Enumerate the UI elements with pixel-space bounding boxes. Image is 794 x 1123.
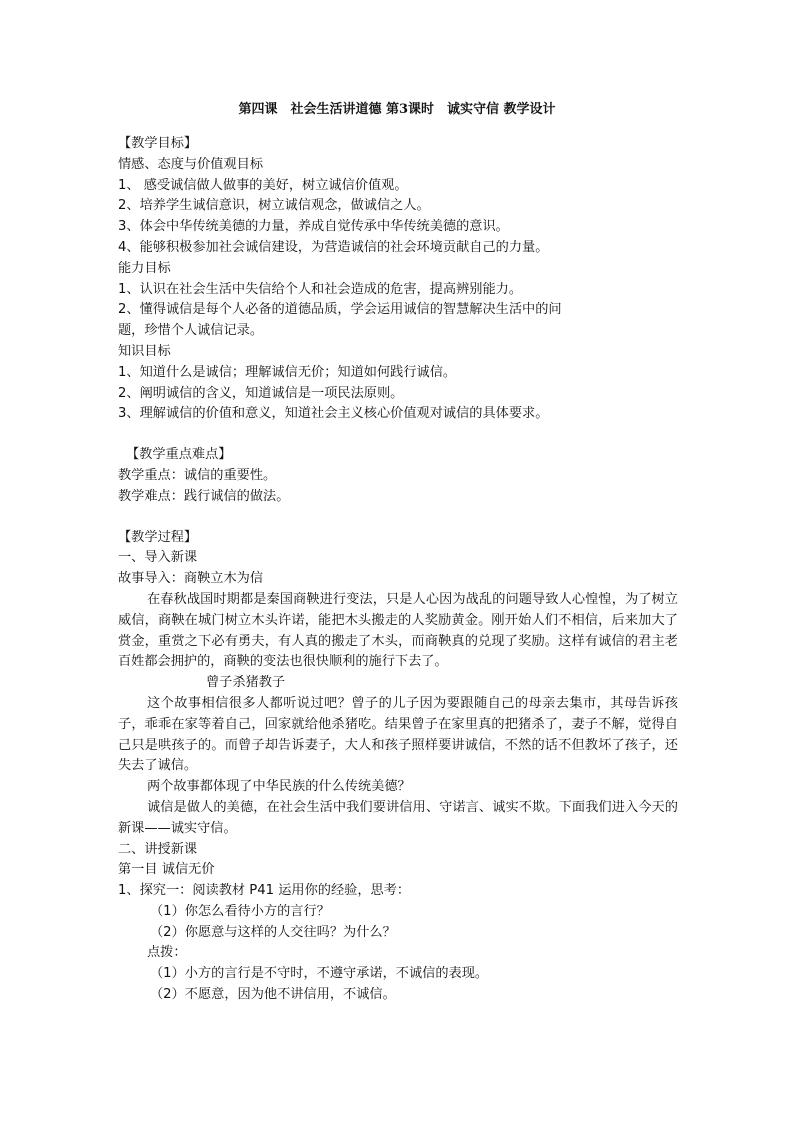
goals-heading: 【教学目标】 xyxy=(118,136,198,151)
knowledge-goals-heading: 知识目标 xyxy=(118,343,171,359)
knowledge-goal-item: 1、知道什么是诚信；理解诚信无价；知道如何践行诚信。 xyxy=(118,364,457,380)
process-heading: 【教学过程】 xyxy=(118,529,198,545)
ability-goal-item: 2、懂得诚信是每个人必备的道德品质，学会运用诚信的智慧解决生活中的问 xyxy=(118,302,562,318)
knowledge-goal-item: 2、阐明诚信的含义，知道诚信是一项民法原则。 xyxy=(118,385,404,401)
explore-prompt: 1、探究一：阅读教材 P41 运用你的经验，思考： xyxy=(118,883,411,899)
knowledge-goal-item: 3、理解诚信的价值和意义，知道社会主义核心价值观对诚信的具体要求。 xyxy=(118,406,549,422)
ability-goals-heading: 能力目标 xyxy=(118,260,171,276)
document-body xyxy=(118,134,678,1006)
answer-item: （1）小方的言行是不守时，不遵守承诺，不诚信的表现。 xyxy=(150,966,489,982)
question-item: （2）你愿意与这样的人交往吗？为什么？ xyxy=(150,924,396,940)
emotion-goal-item: 2、培养学生诚信意识，树立诚信观念，做诚信之人。 xyxy=(118,198,430,214)
emotion-goal-item: 4、能够积极参加社会诚信建设，为营造诚信的社会环境贡献自己的力量。 xyxy=(118,239,549,255)
document-title: 第四课 社会生活讲道德 第3课时 诚实守信 教学设计 xyxy=(238,102,556,117)
story-paragraph: 在春秋战国时期都是秦国商鞅进行变法，只是人心因为战乱的问题导致人心惶惶，为了树立威信，商鞅在城门树立木头许诺，能把木头搬走的人奖励黄金。刚开始人们不相信，后来加大了赏金，重赏之下必有勇夫，有人真的搬走了木头，而商鞅真的兑现了奖励。这样有诚信的君主老百姓都会拥护的，商鞅的变法也很快顺利的施行下去了。 xyxy=(118,591,678,670)
answer-item: （2）不愿意，因为他不讲信用，不诚信。 xyxy=(150,987,396,1003)
question-paragraph: 两个故事都体现了中华民族的什么传统美德？ xyxy=(147,779,411,795)
section-heading: 二、讲授新课 xyxy=(118,841,198,857)
key-points-heading: 【教学重点难点】 xyxy=(126,447,232,463)
answer-paragraph: 诚信是做人的美德，在社会生活中我们要讲信用、守诺言、诚实不欺。下面我们进入今天的新课——诚实守信。 xyxy=(118,799,678,836)
emotion-goals-heading: 情感、态度与价值观目标 xyxy=(118,156,264,172)
tip-label: 点拨： xyxy=(147,945,187,961)
ability-goal-item: 1、认识在社会生活中失信给个人和社会造成的危害，提高辨别能力。 xyxy=(118,281,523,297)
section-heading: 一、导入新课 xyxy=(118,550,198,566)
story-intro: 故事导入：商鞅立木为信 xyxy=(118,571,264,587)
ability-goal-item: 题，珍惜个人诚信记录。 xyxy=(118,323,264,339)
emotion-goal-item: 3、体会中华传统美德的力量，养成自觉传承中华传统美德的意识。 xyxy=(118,219,509,235)
question-item: （1）你怎么看待小方的言行？ xyxy=(150,903,330,919)
story-title: 曾子杀猪教子 xyxy=(206,675,286,691)
teaching-difficulty: 教学难点：践行诚信的做法。 xyxy=(118,488,290,504)
story-paragraph: 这个故事相信很多人都听说过吧？曾子的儿子因为要跟随自己的母亲去集市，其母告诉孩子，乖乖在家等着自己，回家就给他杀猪吃。结果曾子在家里真的把猪杀了，妻子不解，觉得自己只是哄孩子的。而曾子却告诉妻子，大人和孩子照样要讲诚信，不然的话不但教坏了孩子，还失去了诚信。 xyxy=(118,695,678,774)
emotion-goal-item: 1、 感受诚信做人做事的美好，树立诚信价值观。 xyxy=(118,177,408,193)
teaching-focus: 教学重点：诚信的重要性。 xyxy=(118,467,277,483)
subsection-heading: 第一目 诚信无价 xyxy=(118,862,215,878)
